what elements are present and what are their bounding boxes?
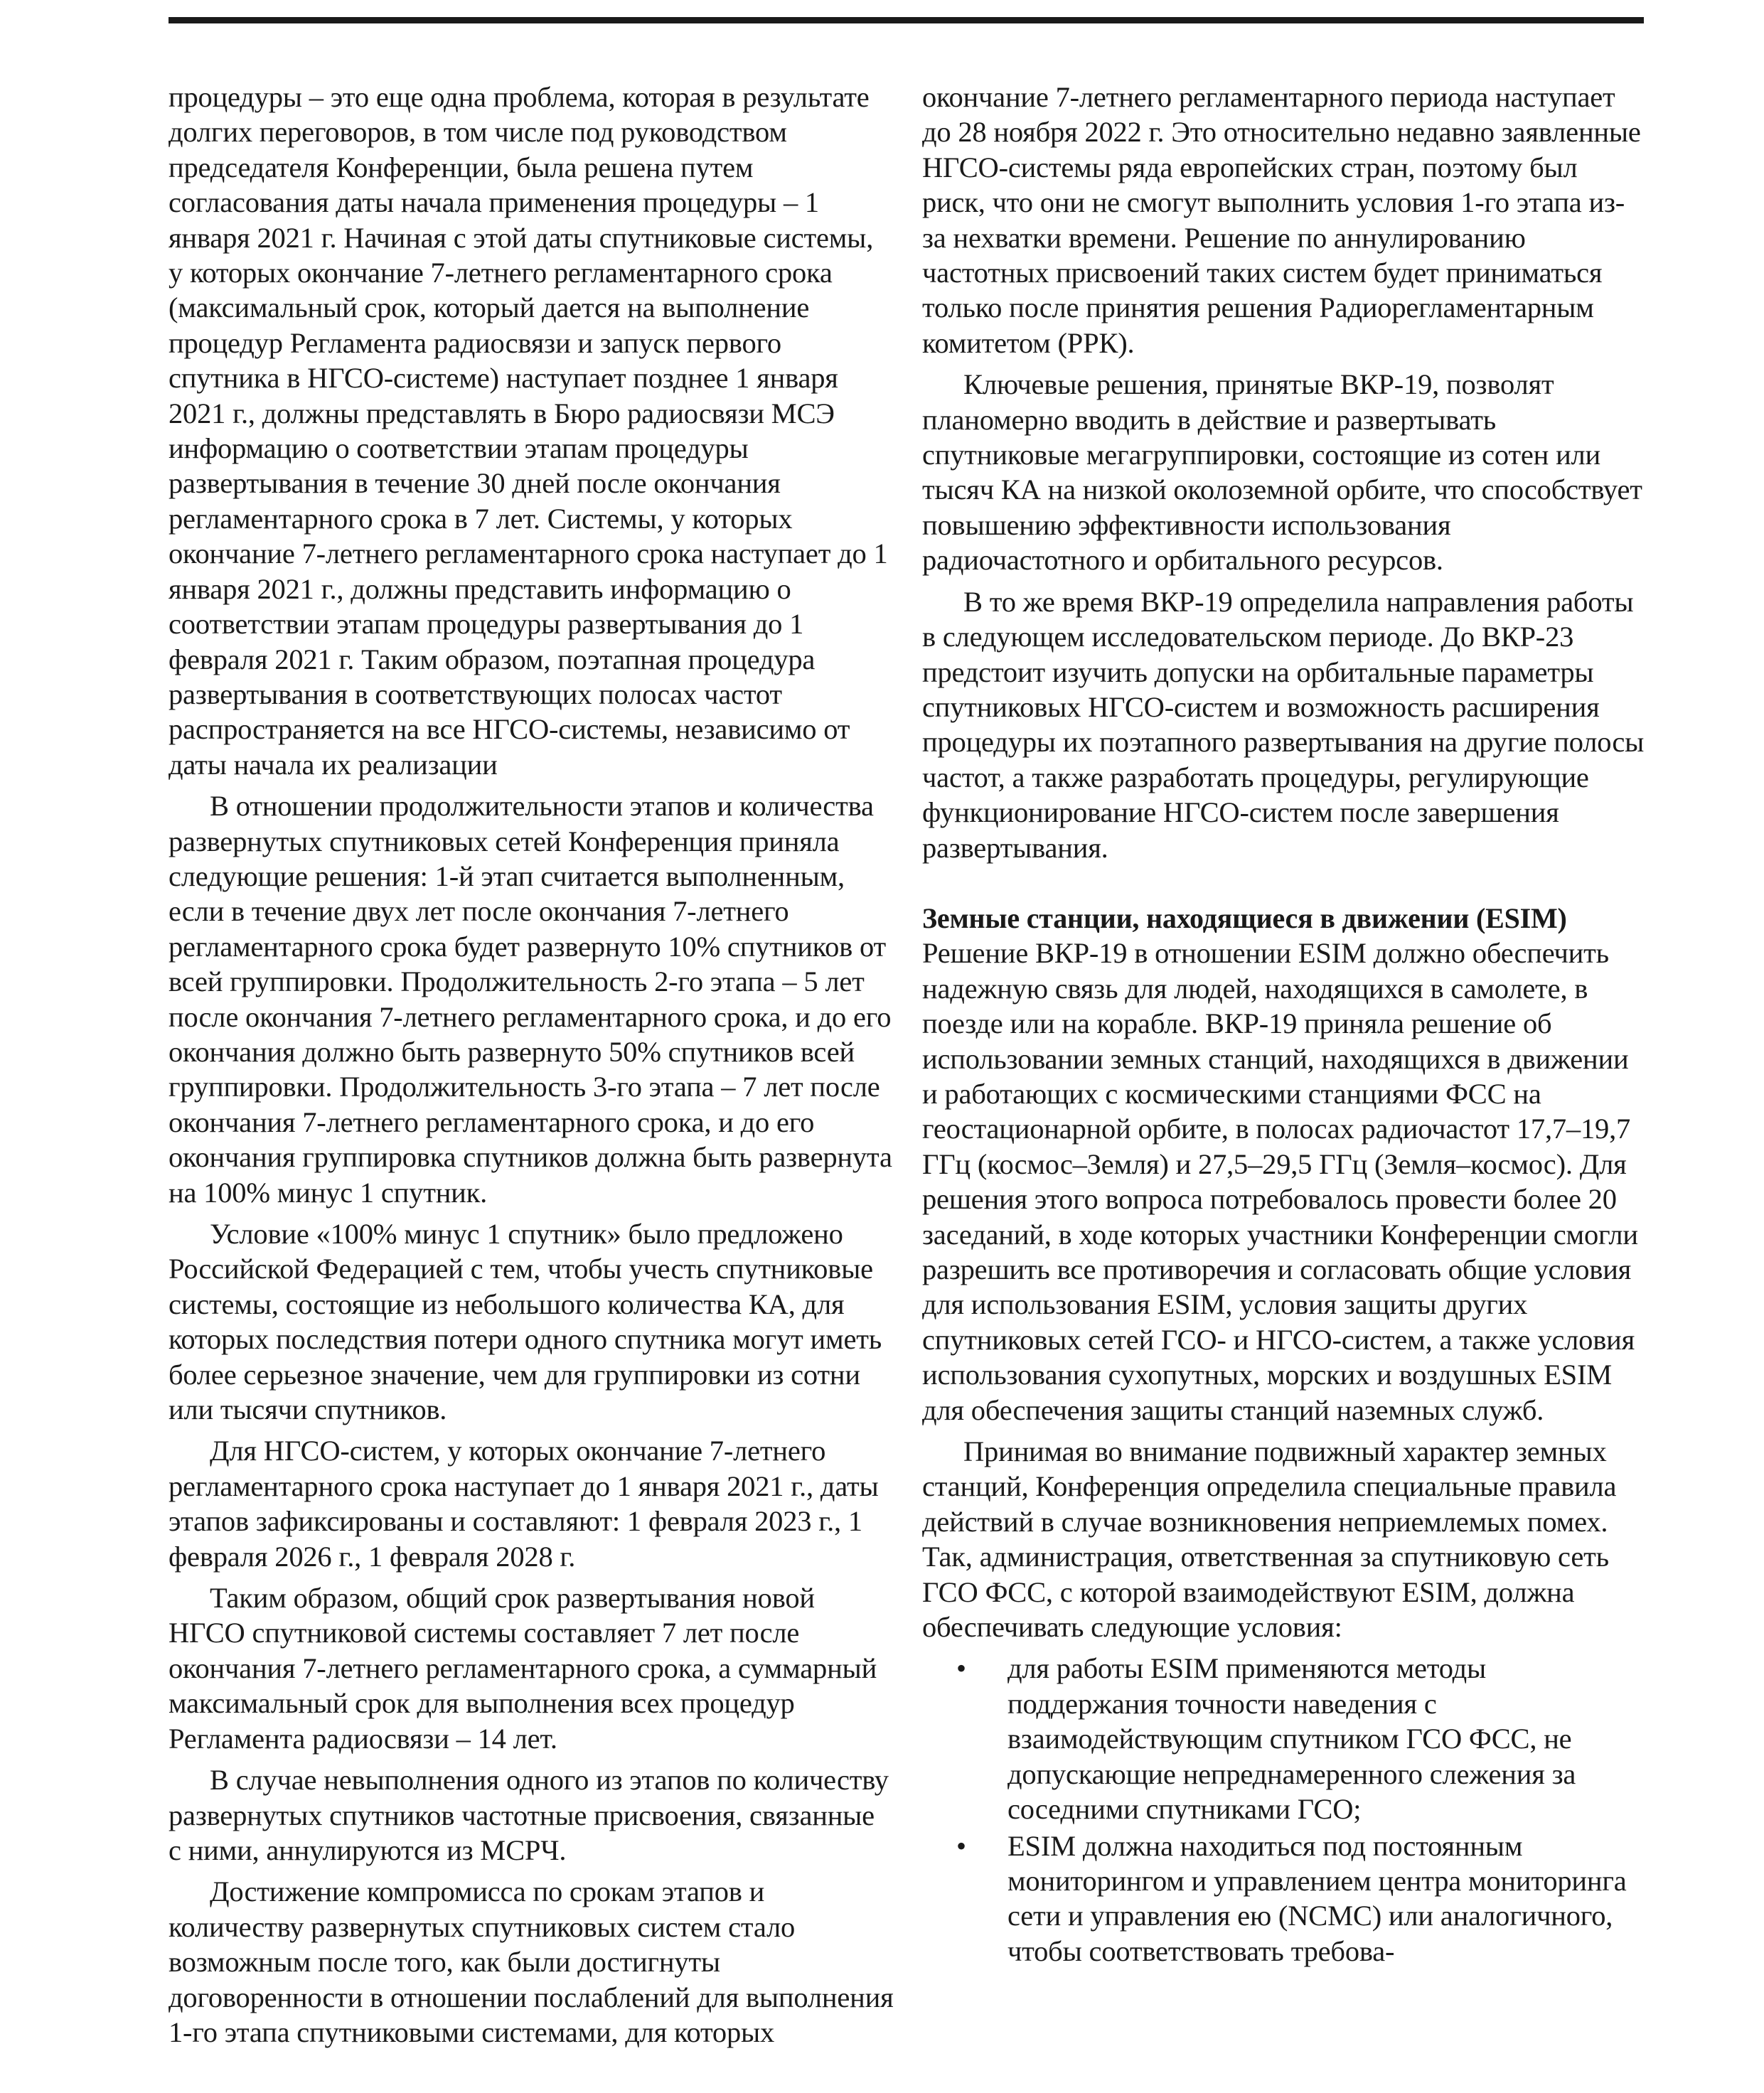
- paragraph: Решение ВКР-19 в отношении ESIM должно обеспечить надежную связь для людей, находящихся в самолете, в поезде или на корабле. ВКР-19 приняла решение об использовании земных станций, находящихся в движении и работающих с космическими станциями ФСС на геостационарной орбите, в полосах радиочастот 17,7–19,7 ГГц (космос–Земля) и 27,5–29,5 ГГц (Земля–космос). Для решения этого вопроса потребовалось провести более 20 заседаний, в ходе которых участники Конференции смогли разрешить все противоречия и согласовать общие условия для использования ESIM, условия защиты других спутниковых сетей ГСО- и НГСО-систем, а также условия использования сухопутных, морских и воздушных ESIM для обеспечения защиты станций наземных служб.: [922, 937, 1638, 1426]
- list-item-text: для работы ESIM применяются методы поддержания точности наведения с взаимодействующим спутником ГСО ФСС, не допускающие непреднамеренного слежения за соседними спутниками ГСО;: [1007, 1652, 1576, 1826]
- list-item: [922, 1651, 1647, 1826]
- paragraph: Принимая во внимание подвижный характер земных станций, Конференция определила специальные правила действий в случае возникновения неприемлемых помех. Так, администрация, ответственная за спутниковую сеть ГСО ФСС, с которой взаимодействуют ESIM, должна обеспечивать следующие условия:: [922, 1435, 1617, 1644]
- paragraph: Таким образом, общий срок развертывания новой НГСО спутниковой системы составляет 7 лет после окончания 7-летнего регламентарного срока, а суммарный максимальный срок для выполнения всех процедур Регламента радиосвязи – 14 лет.: [169, 1582, 877, 1755]
- paragraph: В отношении продолжительности этапов и количества развернутых спутниковых сетей Конференция приняла следующие решения: 1-й этап считается выполненным, если в течение двух лет после окончания 7-летнего регламентарного срока будет развернуто 10% спутников от всей группировки. Продолжительность 2-го этапа – 5 лет после окончания 7-летнего регламентарного срока, и до его окончания должно быть развернуто 50% спутников всей группировки. Продолжительность 3-го этапа – 7 лет после окончания 7-летнего регламентарного срока, и до его окончания группировка спутников должна быть развернута на 100% минус 1 спутник.: [169, 790, 892, 1209]
- list-item-text: ESIM должна находиться под постоянным мониторингом и управлением центра мониторинга сети и управления ею (NCMC) или аналогичного, чтобы соответствовать требова-: [1007, 1829, 1627, 1967]
- bullet-icon: •: [956, 1652, 966, 1685]
- paragraph: Условие «100% минус 1 спутник» было предложено Российской Федерацией с тем, чтобы учесть спутниковые системы, состоящие из небольшого количества КА, для которых последствия потери одного спутника могут иметь более серьезное значение, чем для группировки из сотни или тысячи спутников.: [169, 1218, 882, 1426]
- left-column: [169, 80, 894, 2056]
- list-item: [922, 1829, 1647, 1969]
- paragraph: В случае невыполнения одного из этапов по количеству развернутых спутников частотные присвоения, связанные с ними, аннулируются из МСРЧ.: [169, 1764, 889, 1866]
- paragraph: окончание 7-летнего регламентарного периода наступает до 28 ноября 2022 г. Это относительно недавно заявленные НГСО-системы ряда европейских стран, поэтому был риск, что они не смогут выполнить условия 1-го этапа из-за нехватки времени. Решение по аннулированию частотных присвоений таких систем будет приниматься только после принятия решения Радиорегламентарным комитетом (РРК).: [922, 81, 1641, 359]
- paragraph: Ключевые решения, принятые ВКР-19, позволят планомерно вводить в действие и развертывать спутниковые мегагруппировки, состоящие из сотен или тысяч КА на низкой околоземной орбите, что способствует повышению эффективности использования радиочастотного и орбитального ресурсов.: [922, 368, 1642, 577]
- section-heading: Земные станции, находящиеся в движении (ESIM): [922, 901, 1567, 934]
- right-column: [922, 80, 1647, 1970]
- bullet-icon: •: [956, 1829, 966, 1862]
- paragraph: Для НГСО-систем, у которых окончание 7-летнего регламентарного срока наступает до 1 января 2021 г., даты этапов зафиксированы и составляют: 1 февраля 2023 г., 1 февраля 2026 г., 1 февраля 2028 г.: [169, 1435, 879, 1573]
- paragraph: Достижение компромисса по срокам этапов и количеству развернутых спутниковых систем стало возможным после того, как были достигнуты договоренности в отношении послаблений для выполнения 1-го этапа спутниковыми системами, для которых: [169, 1875, 894, 2048]
- paragraph: В то же время ВКР-19 определила направления работы в следующем исследовательском периоде. До ВКР-23 предстоит изучить допуски на орбитальные параметры спутниковых НГСО-систем и возможность расширения процедуры их поэтапного развертывания на другие полосы частот, а также разработать процедуры, регулирующие функционирование НГСО-систем после завершения развертывания.: [922, 585, 1645, 864]
- top-rule: [169, 17, 1644, 23]
- paragraph: процедуры – это еще одна проблема, которая в результате долгих переговоров, в том числе под руководством председателя Конференции, была решена путем согласования даты начала применения процедуры – 1 января 2021 г. Начиная с этой даты спутниковые системы, у которых окончание 7-летнего регламентарного срока (максимальный срок, который дается на выполнение процедур Регламента радиосвязи и запуск первого спутника в НГСО-системе) наступает позднее 1 января 2021 г., должны представлять в Бюро радиосвязи МСЭ информацию о соответствии этапам процедуры развертывания в течение 30 дней после окончания регламентарного срока в 7 лет. Системы, у которых окончание 7-летнего регламентарного срока наступает до 1 января 2021 г., должны представить информацию о соответствии этапам процедуры развертывания до 1 февраля 2021 г. Таким образом, поэтапная процедура развертывания в соответствующих полосах частот распространяется на все НГСО-системы, независимо от даты начала их реализации: [169, 81, 888, 781]
- bullet-list: [922, 1651, 1647, 1969]
